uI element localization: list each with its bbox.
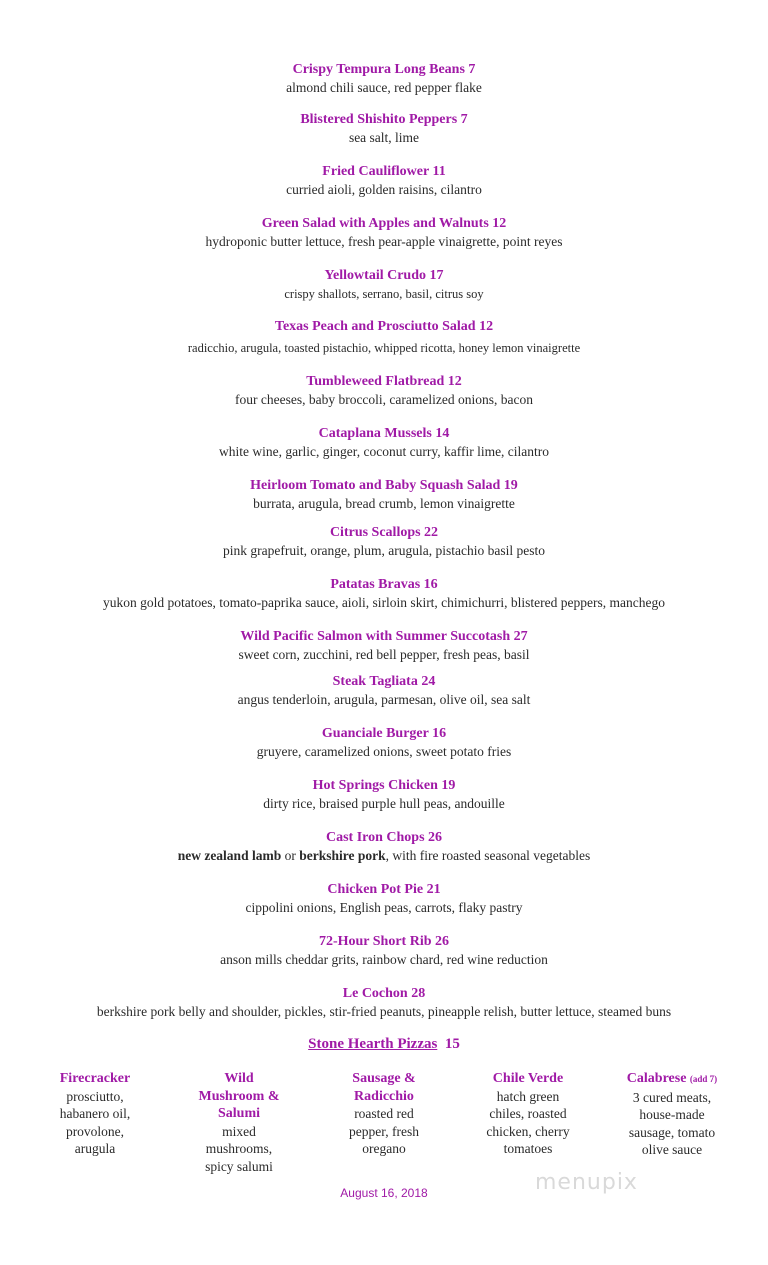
pizza-desc-line: tomatoes xyxy=(503,1141,553,1156)
desc-rest: , with fire roasted seasonal vegetables xyxy=(385,848,591,863)
item-name: Cataplana Mussels 14 xyxy=(318,426,450,441)
pizza-desc-line: 3 cured meats, xyxy=(632,1089,712,1105)
menu-item xyxy=(0,628,768,664)
menu-item xyxy=(0,111,768,147)
pizza-description xyxy=(597,1089,747,1159)
item-name: Texas Peach and Prosciutto Salad 12 xyxy=(274,319,494,334)
menu-item xyxy=(0,318,768,357)
pizza-desc-line: spicy salumi xyxy=(205,1158,273,1174)
item-name: Steak Tagliata 24 xyxy=(332,674,436,689)
pizza-description xyxy=(164,1123,314,1176)
pizza-name-text: Calabrese xyxy=(626,1071,687,1086)
item-name: 72-Hour Short Rib 26 xyxy=(318,934,450,949)
pizza-desc-line: prosciutto, xyxy=(66,1088,124,1104)
pizza-desc-line: chicken, cherry xyxy=(486,1123,570,1139)
item-name: Chicken Pot Pie 21 xyxy=(327,882,441,897)
item-name: Le Cochon 28 xyxy=(342,986,426,1001)
menu-item xyxy=(0,524,768,560)
pizza-name: Chile Verde xyxy=(492,1071,564,1086)
pizza-desc-line: house-made xyxy=(639,1107,705,1122)
menu-item xyxy=(0,933,768,969)
item-name: Crispy Tempura Long Beans 7 xyxy=(292,62,476,77)
item-name: Hot Springs Chicken 19 xyxy=(312,778,456,793)
pizza-description xyxy=(20,1088,170,1158)
item-description: four cheeses, baby broccoli, caramelized onions, bacon xyxy=(234,392,533,407)
pizza-name xyxy=(309,1070,459,1105)
item-description: burrata, arugula, bread crumb, lemon vinaigrette xyxy=(253,496,515,511)
item-description: hydroponic butter lettuce, fresh pear-apple vinaigrette, point reyes xyxy=(205,234,563,249)
item-name: Guanciale Burger 16 xyxy=(321,726,447,741)
pizza-item xyxy=(309,1070,459,1158)
pizza-name-line: Wild xyxy=(224,1071,254,1086)
menu-date: August 16, 2018 xyxy=(340,1186,428,1200)
item-name: Fried Cauliflower 11 xyxy=(322,164,446,179)
menu-item xyxy=(0,477,768,513)
watermark: menupix xyxy=(535,1170,638,1195)
item-name: Tumbleweed Flatbread 12 xyxy=(306,374,462,389)
pizza-desc-line: habanero oil, xyxy=(59,1106,131,1121)
pizza-desc-line: chiles, roasted xyxy=(489,1106,567,1121)
item-description: sea salt, lime xyxy=(348,130,420,145)
item-description: pink grapefruit, orange, plum, arugula, pistachio basil pesto xyxy=(222,543,546,558)
pizza-name-line: Salumi xyxy=(217,1106,260,1121)
pizza-description xyxy=(453,1088,603,1158)
pizza-item xyxy=(20,1070,170,1158)
pizza-desc-line: mushrooms, xyxy=(205,1141,273,1156)
pizza-name: Firecracker xyxy=(59,1071,131,1086)
menu-item xyxy=(0,881,768,917)
item-description: white wine, garlic, ginger, coconut curry, kaffir lime, cilantro xyxy=(218,444,550,459)
pizza-name xyxy=(164,1070,314,1123)
pizza-title: Stone Hearth Pizzas xyxy=(308,1036,438,1052)
item-description: yukon gold potatoes, tomato-paprika sauce, aioli, sirloin skirt, chimichurri, blistered peppers, manchego xyxy=(103,595,665,610)
menu-item xyxy=(0,673,768,709)
item-description: gruyere, caramelized onions, sweet potato fries xyxy=(256,744,512,759)
pizza-item xyxy=(597,1070,747,1159)
pizza-desc-line: olive sauce xyxy=(641,1142,703,1157)
menu-item xyxy=(0,61,768,97)
pizza-desc-line: arugula xyxy=(74,1141,116,1156)
item-description: cippolini onions, English peas, carrots, flaky pastry xyxy=(245,900,523,915)
item-name: Blistered Shishito Peppers 7 xyxy=(300,112,468,127)
pizza-name-line: Radicchio xyxy=(354,1088,414,1104)
pizza-item xyxy=(453,1070,603,1158)
pizza-desc-line: mixed xyxy=(222,1123,256,1139)
pizza-name xyxy=(597,1070,747,1089)
pizza-desc-line: sausage, tomato xyxy=(628,1124,716,1140)
pizza-desc-line: pepper, fresh xyxy=(349,1123,419,1139)
item-description: berkshire pork belly and shoulder, pickles, stir-fried peanuts, pineapple relish, butter lettuce, steamed buns xyxy=(96,1004,672,1019)
item-description xyxy=(0,847,768,865)
item-description: almond chili sauce, red pepper flake xyxy=(286,80,482,95)
pizza-description xyxy=(309,1105,459,1158)
pizza-name-line: Sausage & xyxy=(352,1071,416,1086)
pizza-desc-line: roasted red xyxy=(354,1106,414,1121)
item-name: Heirloom Tomato and Baby Squash Salad 19 xyxy=(250,478,518,493)
item-description: dirty rice, braised purple hull peas, andouille xyxy=(263,796,505,811)
item-name: Citrus Scallops 22 xyxy=(329,525,439,540)
menu-item xyxy=(0,425,768,461)
item-description: sweet corn, zucchini, red bell pepper, fresh peas, basil xyxy=(238,647,530,662)
item-name: Patatas Bravas 16 xyxy=(330,577,438,592)
menu-item xyxy=(0,163,768,199)
desc-connector: or xyxy=(281,848,300,863)
menu-item xyxy=(0,373,768,409)
pizza-desc-line: provolone, xyxy=(65,1123,125,1139)
pizza-name-line: Mushroom & xyxy=(198,1088,280,1104)
pizza-price-note: (add 7) xyxy=(689,1074,718,1084)
menu-item xyxy=(0,725,768,761)
item-description: crispy shallots, serrano, basil, citrus soy xyxy=(284,287,484,301)
item-name: Yellowtail Crudo 17 xyxy=(324,268,444,283)
pizza-price: 15 xyxy=(444,1036,460,1052)
item-name: Wild Pacific Salmon with Summer Succotash 27 xyxy=(240,629,528,644)
menu-item xyxy=(0,576,768,612)
item-description: radicchio, arugula, toasted pistachio, whipped ricotta, honey lemon vinaigrette xyxy=(187,341,581,355)
item-description: angus tenderloin, arugula, parmesan, olive oil, sea salt xyxy=(237,692,531,707)
item-name: Cast Iron Chops 26 xyxy=(325,830,443,845)
menu-item xyxy=(0,985,768,1021)
item-name: Green Salad with Apples and Walnuts 12 xyxy=(261,216,507,231)
pork-option: berkshire pork xyxy=(299,848,386,863)
pizza-desc-line: hatch green xyxy=(496,1088,560,1104)
menu-item xyxy=(0,215,768,251)
pizza-section-title xyxy=(0,1035,768,1053)
pizza-desc-line: oregano xyxy=(362,1141,406,1156)
lamb-option: new zealand lamb xyxy=(177,848,282,863)
item-description: curried aioli, golden raisins, cilantro xyxy=(286,182,482,197)
menu-item xyxy=(0,267,768,303)
menu-item xyxy=(0,777,768,813)
item-description: anson mills cheddar grits, rainbow chard, red wine reduction xyxy=(220,952,548,967)
menu-item xyxy=(0,829,768,865)
pizza-item xyxy=(164,1070,314,1175)
